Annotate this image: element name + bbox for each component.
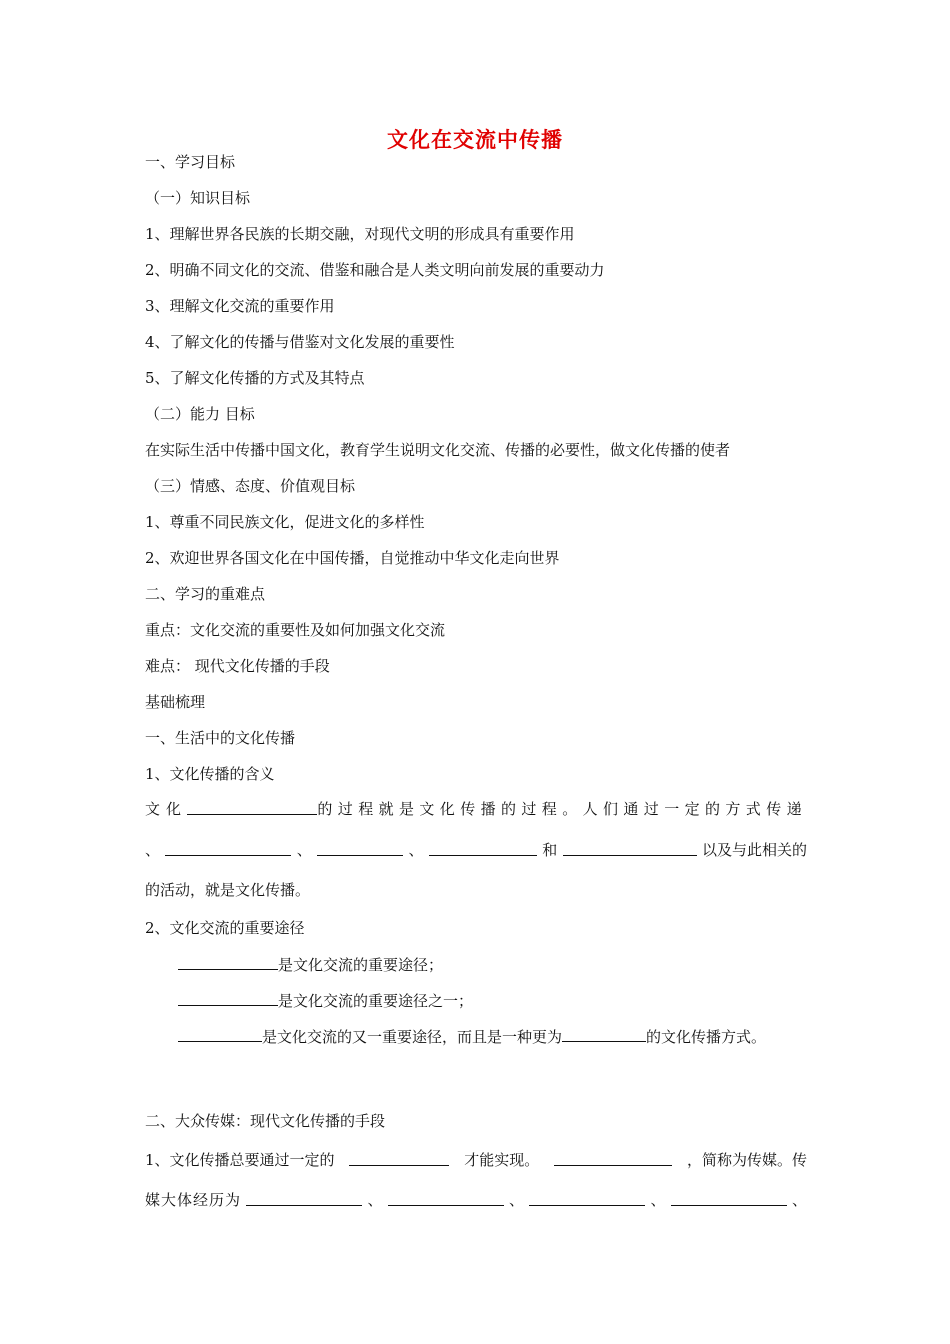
- fill-blank[interactable]: [563, 840, 697, 856]
- text-fragment: 、: [367, 1191, 383, 1209]
- fill-blank[interactable]: [554, 1150, 672, 1166]
- subheading-knowledge: （一）知识目标: [145, 189, 251, 207]
- fill-blank[interactable]: [178, 990, 278, 1006]
- text-fragment: 文化: [145, 800, 188, 818]
- fill-blank[interactable]: [187, 799, 317, 815]
- section-heading-key-points: 二、学习的重难点: [145, 585, 266, 603]
- knowledge-item-5: 5、了解文化传播的方式及其特点: [145, 369, 365, 387]
- text-fragment: 是文化交流的重要途径之一；: [278, 992, 474, 1010]
- media-line-2: [145, 1190, 807, 1210]
- text-fragment: 、: [296, 841, 312, 859]
- subheading-ability: （二）能力 目标: [145, 405, 255, 423]
- text-fragment: 、: [650, 1191, 666, 1209]
- fill-blank[interactable]: [671, 1190, 787, 1206]
- part1-subheading-meaning: 1、文化传播的含义: [145, 765, 275, 783]
- fill-blank[interactable]: [562, 1026, 646, 1042]
- document-title: 文化在交流中传播: [387, 127, 563, 152]
- fill-blank[interactable]: [178, 954, 278, 970]
- text-fragment: 以及与此相关的: [701, 841, 807, 859]
- knowledge-item-1: 1、理解世界各民族的长期交融，对现代文明的形成具有重要作用: [145, 225, 575, 243]
- fill-blank[interactable]: [429, 840, 537, 856]
- text-fragment: 、: [508, 1191, 524, 1209]
- fill-blank[interactable]: [246, 1190, 362, 1206]
- meaning-line-2: [145, 840, 807, 860]
- text-fragment: 是文化交流的又一重要途径，而且是一种更为: [262, 1028, 563, 1046]
- part1-heading: 一、生活中的文化传播: [145, 729, 296, 747]
- fill-blank[interactable]: [317, 840, 403, 856]
- fill-blank[interactable]: [349, 1150, 449, 1166]
- section-heading-objectives: 一、学习目标: [145, 153, 236, 171]
- text-fragment: 、: [791, 1191, 807, 1209]
- text-fragment: 、: [145, 841, 161, 859]
- text-fragment: 的过程就是文化传播的过程。人们通过一定的方式传递: [317, 800, 807, 818]
- text-fragment: ，简称为传媒。传: [686, 1151, 807, 1169]
- fill-blank[interactable]: [388, 1190, 504, 1206]
- basics-heading: 基础梳理: [145, 693, 206, 711]
- media-line-1: [145, 1150, 807, 1170]
- difficult-point: 难点： 现代文化传播的手段: [145, 657, 330, 675]
- text-fragment: 的文化传播方式。: [646, 1028, 767, 1046]
- subheading-emotion: （三）情感、态度、价值观目标: [145, 477, 356, 495]
- text-fragment: 1、文化传播总要通过一定的: [145, 1151, 335, 1169]
- way-line-1: [178, 954, 443, 975]
- knowledge-item-4: 4、了解文化的传播与借鉴对文化发展的重要性: [145, 333, 455, 351]
- fill-blank[interactable]: [529, 1190, 645, 1206]
- emotion-item-2: 2、欢迎世界各国文化在中国传播，自觉推动中华文化走向世界: [145, 549, 560, 567]
- way-line-3: [178, 1026, 766, 1047]
- meaning-line-3: 的活动，就是文化传播。: [145, 881, 311, 899]
- meaning-line-1: [145, 799, 807, 819]
- part1-subheading-ways: 2、文化交流的重要途径: [145, 919, 305, 937]
- text-fragment: 和: [542, 841, 558, 859]
- text-fragment: 是文化交流的重要途径；: [278, 956, 444, 974]
- fill-blank[interactable]: [165, 840, 291, 856]
- key-point: 重点：文化交流的重要性及如何加强文化交流: [145, 621, 446, 639]
- text-fragment: 媒大体经历为: [145, 1191, 242, 1209]
- text-fragment: 、: [408, 841, 424, 859]
- ability-text: 在实际生活中传播中国文化，教育学生说明文化交流、传播的必要性，做文化传播的使者: [145, 441, 731, 459]
- emotion-item-1: 1、尊重不同民族文化，促进文化的多样性: [145, 513, 425, 531]
- knowledge-item-2: 2、明确不同文化的交流、借鉴和融合是人类文明向前发展的重要动力: [145, 261, 605, 279]
- text-fragment: 才能实现。: [464, 1151, 540, 1169]
- part2-heading: 二、大众传媒：现代文化传播的手段: [145, 1112, 386, 1130]
- fill-blank[interactable]: [178, 1026, 262, 1042]
- knowledge-item-3: 3、理解文化交流的重要作用: [145, 297, 335, 315]
- way-line-2: [178, 990, 473, 1011]
